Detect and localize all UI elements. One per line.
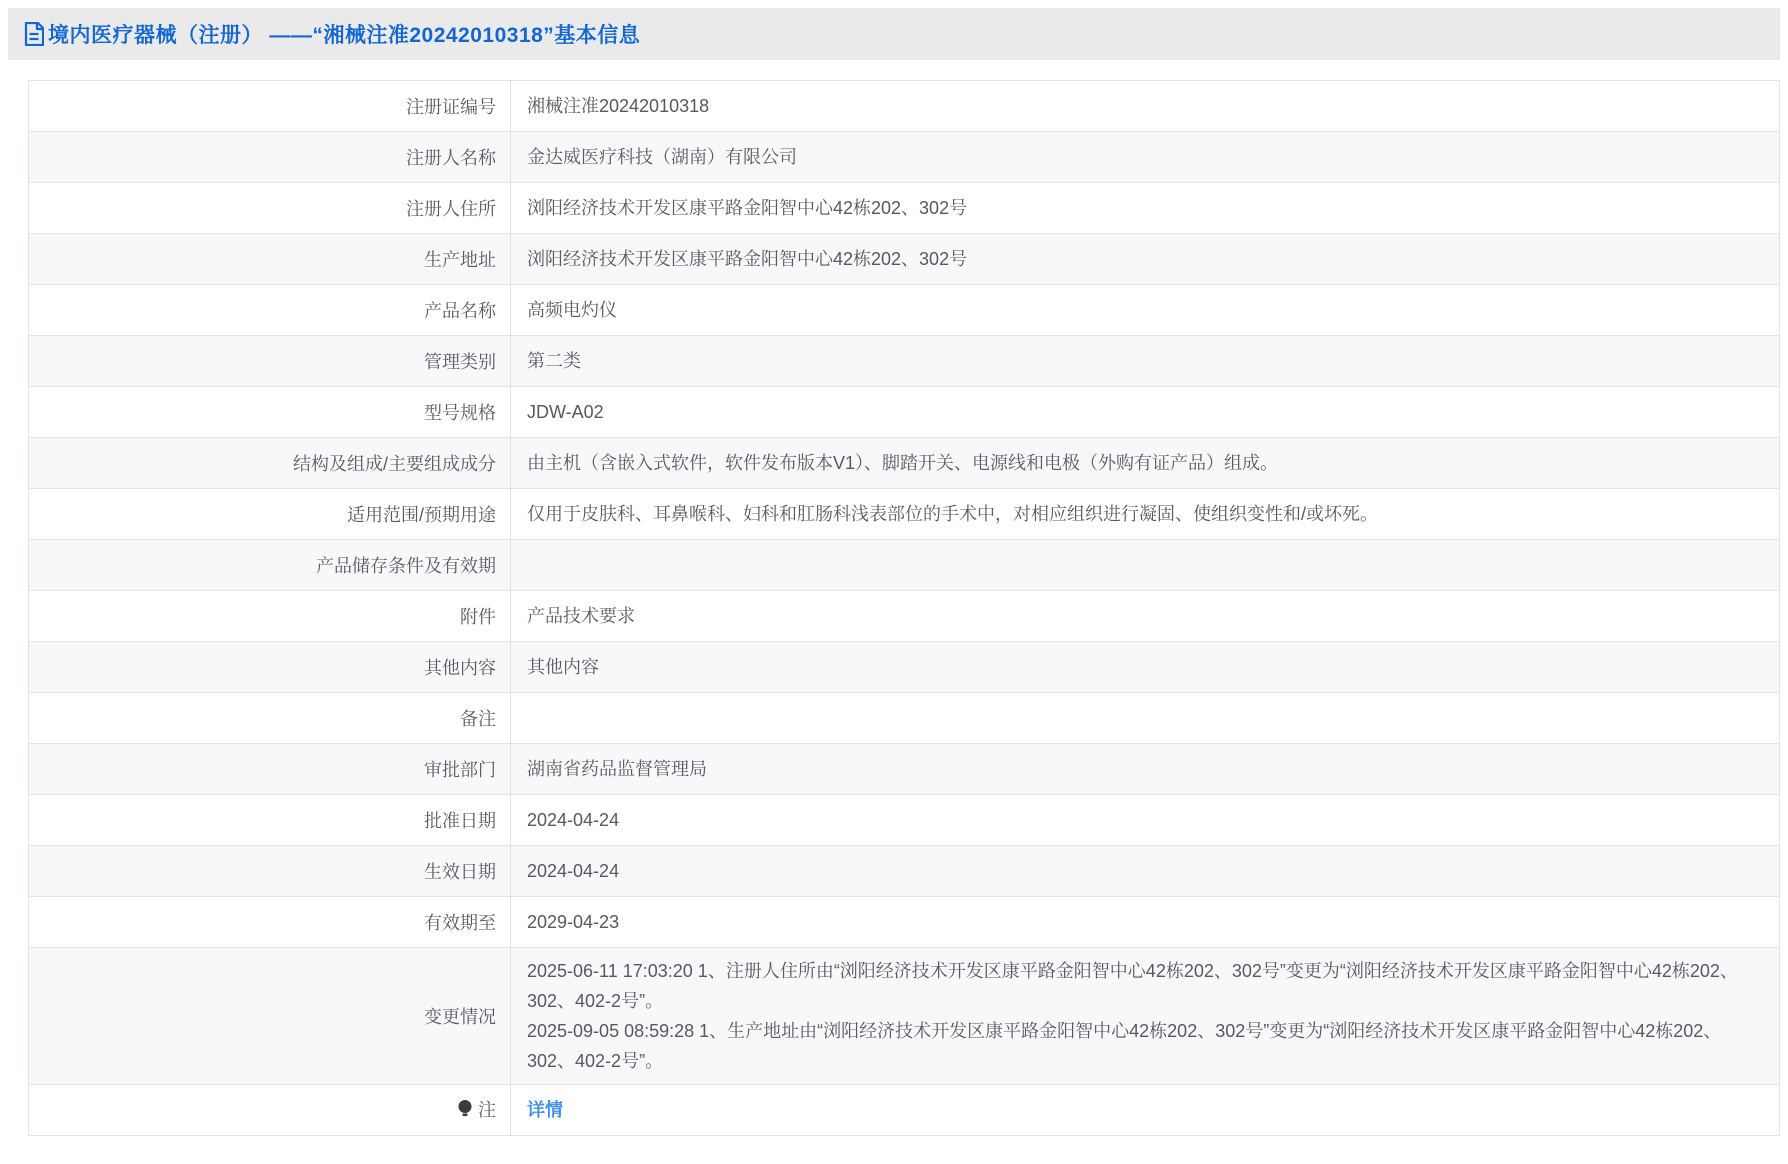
row-label: 管理类别 bbox=[29, 336, 511, 387]
row-label: 结构及组成/主要组成成分 bbox=[29, 438, 511, 489]
table-row-management-class bbox=[29, 336, 1780, 387]
table-row-intended-use bbox=[29, 489, 1780, 540]
row-label: 审批部门 bbox=[29, 744, 511, 795]
row-value bbox=[511, 948, 1780, 1085]
row-value: 由主机（含嵌入式软件，软件发布版本V1）、脚踏开关、电源线和电极（外购有证产品）组成。 bbox=[511, 438, 1780, 489]
row-value bbox=[511, 693, 1780, 744]
table-row-attachment bbox=[29, 591, 1780, 642]
row-label: 注册人名称 bbox=[29, 132, 511, 183]
row-value: 高频电灼仪 bbox=[511, 285, 1780, 336]
table-row-registrant-address bbox=[29, 183, 1780, 234]
row-label: 备注 bbox=[29, 693, 511, 744]
row-value: 其他内容 bbox=[511, 642, 1780, 693]
table-row-approval-department bbox=[29, 744, 1780, 795]
row-value: 湘械注准20242010318 bbox=[511, 81, 1780, 132]
row-label: 其他内容 bbox=[29, 642, 511, 693]
table-row-storage-validity bbox=[29, 540, 1780, 591]
page-header bbox=[8, 8, 1780, 60]
row-value: JDW-A02 bbox=[511, 387, 1780, 438]
row-value: 浏阳经济技术开发区康平路金阳智中心42栋202、302号 bbox=[511, 234, 1780, 285]
table-row-expiry-date bbox=[29, 897, 1780, 948]
change-record: 2025-09-05 08:59:28 1、生产地址由“浏阳经济技术开发区康平路金阳智中心42栋202、302号”变更为“浏阳经济技术开发区康平路金阳智中心42栋202、302、402-2号”。 bbox=[527, 1021, 1722, 1071]
row-label: 注册人住所 bbox=[29, 183, 511, 234]
row-value: 金达威医疗科技（湖南）有限公司 bbox=[511, 132, 1780, 183]
table-row-note bbox=[29, 1085, 1780, 1136]
row-label: 变更情况 bbox=[29, 948, 511, 1085]
table-row-other-content bbox=[29, 642, 1780, 693]
change-record: 2025-06-11 17:03:20 1、注册人住所由“浏阳经济技术开发区康平路金阳智中心42栋202、302号”变更为“浏阳经济技术开发区康平路金阳智中心42栋202、302、402-2号”。 bbox=[527, 961, 1738, 1011]
row-label: 生产地址 bbox=[29, 234, 511, 285]
row-label: 注 bbox=[478, 1100, 496, 1120]
row-label: 适用范围/预期用途 bbox=[29, 489, 511, 540]
row-label: 型号规格 bbox=[29, 387, 511, 438]
row-value: 第二类 bbox=[511, 336, 1780, 387]
table-row-effective-date bbox=[29, 846, 1780, 897]
table-row-registration-number bbox=[29, 81, 1780, 132]
table-row-change-history bbox=[29, 948, 1780, 1085]
row-label: 注册证编号 bbox=[29, 81, 511, 132]
row-label: 批准日期 bbox=[29, 795, 511, 846]
detail-link[interactable]: 详情 bbox=[527, 1100, 563, 1120]
registration-info-table bbox=[28, 80, 1780, 1136]
row-label: 生效日期 bbox=[29, 846, 511, 897]
row-value: 产品技术要求 bbox=[511, 591, 1780, 642]
bulb-icon bbox=[457, 1099, 473, 1119]
row-value: 2024-04-24 bbox=[511, 846, 1780, 897]
table-row-structure-composition bbox=[29, 438, 1780, 489]
row-value: 2024-04-24 bbox=[511, 795, 1780, 846]
table-row-product-name bbox=[29, 285, 1780, 336]
table-row-production-address bbox=[29, 234, 1780, 285]
row-label: 产品名称 bbox=[29, 285, 511, 336]
row-label: 有效期至 bbox=[29, 897, 511, 948]
page-title: 境内医疗器械（注册） ——“湘械注准20242010318”基本信息 bbox=[48, 24, 641, 47]
row-value: 2029-04-23 bbox=[511, 897, 1780, 948]
table-row-remark bbox=[29, 693, 1780, 744]
table-row-registrant-name bbox=[29, 132, 1780, 183]
row-value: 湖南省药品监督管理局 bbox=[511, 744, 1780, 795]
row-value bbox=[511, 540, 1780, 591]
row-label: 产品储存条件及有效期 bbox=[29, 540, 511, 591]
table-row-model-spec bbox=[29, 387, 1780, 438]
row-value: 浏阳经济技术开发区康平路金阳智中心42栋202、302号 bbox=[511, 183, 1780, 234]
table-row-approval-date bbox=[29, 795, 1780, 846]
row-label: 附件 bbox=[29, 591, 511, 642]
document-icon bbox=[24, 22, 44, 46]
row-value: 仅用于皮肤科、耳鼻喉科、妇科和肛肠科浅表部位的手术中，对相应组织进行凝固、使组织变性和/或坏死。 bbox=[511, 489, 1780, 540]
